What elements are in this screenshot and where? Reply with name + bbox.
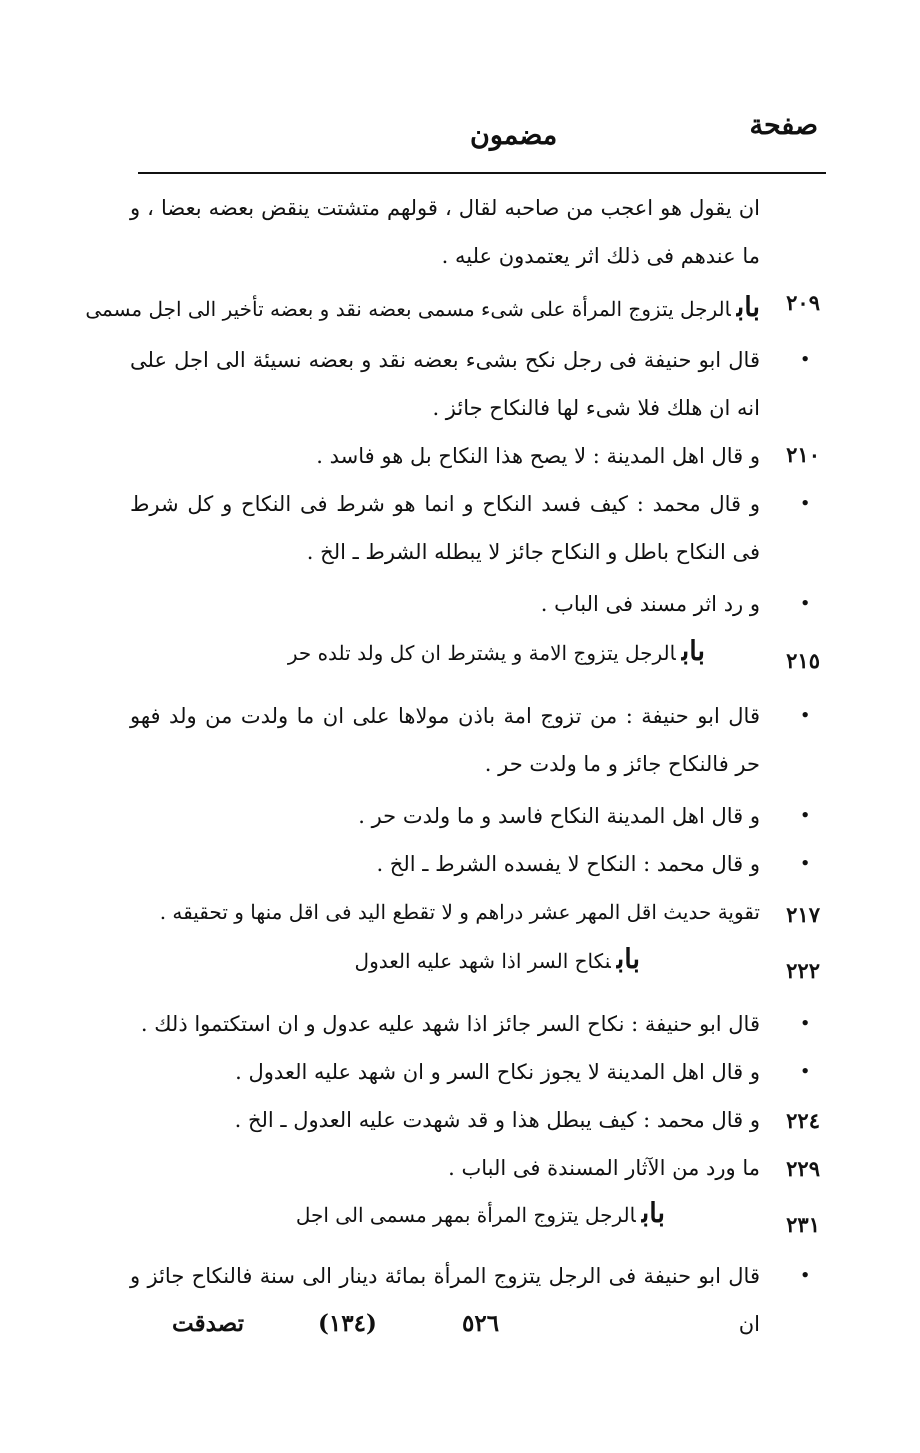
bullet-marker: • <box>800 806 810 824</box>
entry-text: و قال اهل المدينة النكاح فاسد و ما ولدت حر . <box>358 804 760 828</box>
entry-page-number: ٢٣١ <box>786 1212 820 1237</box>
chapter-title: الرجل يتزوج الامة و يشترط ان كل ولد تلده حر <box>287 641 676 665</box>
entry-text: ان يقول هو اعجب من صاحبه لقال ، قولهم متشتت ينقض بعضه بعضا ، و ما عندهم فى ذلك اثر يعتمدون عليه . <box>130 196 760 268</box>
chapter-heading <box>288 636 705 667</box>
bullet-marker: • <box>800 706 810 724</box>
entry-text: و قال محمد : كيف فسد النكاح و انما هو شرط فى النكاح و كل شرط فى النكاح باطل و النكاح جائز لا يبطله الشرط ـ الخ . <box>130 492 760 564</box>
content-column-header: مضمون <box>470 120 558 151</box>
chapter-title: نكاح السر اذا شهد عليه العدول <box>354 949 611 973</box>
entry-page-number: ٢٢٢ <box>786 958 820 983</box>
entry-page-number: ٢٢٤ <box>786 1108 820 1133</box>
entry-page-number: ٢٠٩ <box>786 290 820 315</box>
chapter-title: الرجل يتزوج المرأة بمهر مسمى الى اجل <box>295 1203 636 1227</box>
footer-page-number: ٥٢٦ <box>462 1310 500 1337</box>
entry-page-number: ٢١٥ <box>786 648 820 673</box>
entry-page-number: ٢١٧ <box>786 902 820 927</box>
chapter-heading <box>85 284 760 333</box>
entry-page-number: ٢١٠ <box>786 442 820 467</box>
bullet-marker: • <box>800 1266 810 1284</box>
entry-text: و قال محمد : كيف يبطل هذا و قد شهدت عليه العدول ـ الخ . <box>234 1108 760 1132</box>
chapter-title: الرجل يتزوج المرأة على شىء مسمى بعضه نقد و بعضه تأخير الى اجل مسمى <box>85 297 731 321</box>
bullet-marker: • <box>800 1062 810 1080</box>
entry-text: و قال اهل المدينة : لا يصح هذا النكاح بل هو فاسد . <box>316 444 760 468</box>
bullet-marker: • <box>800 1014 810 1032</box>
chapter-word: باب <box>681 636 705 667</box>
footer-sheet-number: (١٣٤) <box>318 1310 377 1337</box>
bullet-marker: • <box>800 854 810 872</box>
entry-text: قال ابو حنيفة فى رجل نكح بشىء بعضه نقد و بعضه نسيئة الى اجل على انه ان هلك فلا شىء لها فالنكاح جائز . <box>130 348 760 420</box>
chapter-heading <box>355 944 640 975</box>
chapter-word: باب <box>616 944 640 975</box>
bullet-marker: • <box>800 594 810 612</box>
page-column-header: صفحة <box>749 110 818 141</box>
chapter-heading <box>296 1198 665 1229</box>
header-rule <box>138 172 826 174</box>
entry-page-number: ٢٢٩ <box>786 1156 820 1181</box>
entry-text: ما ورد من الآثار المسندة فى الباب . <box>448 1156 760 1180</box>
entry-text: قال ابو حنيفة فى الرجل يتزوج المرأة بمائة دينار الى سنة فالنكاح جائز و ان <box>130 1264 760 1336</box>
bullet-marker: • <box>800 494 810 512</box>
chapter-word: باب <box>736 292 760 323</box>
entry-text: و قال اهل المدينة لا يجوز نكاح السر و ان شهد عليه العدول . <box>235 1060 760 1084</box>
entry-text: قال ابو حنيفة : من تزوج امة باذن مولاها على ان ما ولدت من ولد فهو حر فالنكاح جائز و ما ولدت حر . <box>130 704 760 776</box>
entry-text: و رد اثر مسند فى الباب . <box>540 592 760 616</box>
chapter-word: باب <box>641 1198 665 1229</box>
entry-text: تقوية حديث اقل المهر عشر دراهم و لا تقطع اليد فى اقل منها و تحقيقه . <box>159 900 760 924</box>
entry-text: قال ابو حنيفة : نكاح السر جائز اذا شهد عليه عدول و ان استكتموا ذلك . <box>140 1012 760 1036</box>
footer-signature: تصدقت <box>172 1310 244 1337</box>
entry-text: و قال محمد : النكاح لا يفسده الشرط ـ الخ . <box>376 852 760 876</box>
bullet-marker: • <box>800 350 810 368</box>
